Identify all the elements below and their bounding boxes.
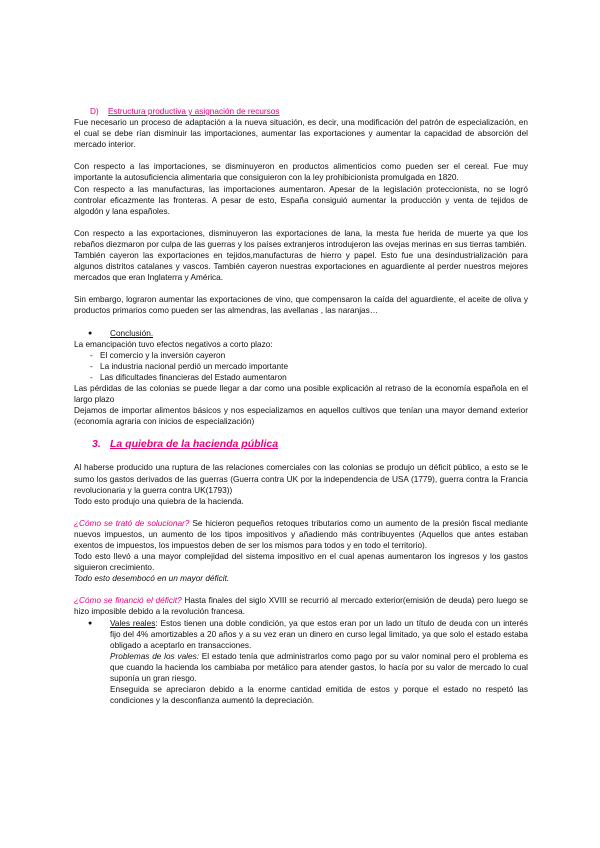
vales-label: Vales reales — [110, 618, 156, 628]
paragraph: Con respecto a las importaciones, se disminuyeron en productos alimenticios como pueden ser el cereal. Fue muy importante la autosuficiencia alimentaria que consiguieron con la ley prohibicionista promulgada en 1820. — [74, 162, 528, 183]
dash-icon: - — [90, 350, 93, 360]
paragraph: ¿Cómo se trató de solucionar? Se hicieron pequeños retoques tributarios como un aumento de la presión fiscal mediante nuevos impuestos, un aumento de los tipos impositivos y añadiendo más contribuyentes (Aquellos que antes estaban exentos de impuestos, los impuestos deben de ser los mismos para todos y en todo el territorio). — [74, 518, 528, 550]
paragraph: Enseguida se apreciaron debido a la enorme cantidad emitida de estos y porque el estado no respetó las condiciones y la desconfianza aumentó la depreciación. — [110, 685, 528, 706]
paragraph: Fue necesario un proceso de adaptación a la nueva situación, es decir, una modificación del patrón de especialización, en el cual se debe rían disminuir las importaciones, aumentar las exportaciones y aumentar la capacidad de absorción del mercado interior. — [74, 118, 528, 150]
list-item — [74, 328, 528, 339]
dash-icon: - — [90, 361, 93, 371]
bullet-icon: ● — [88, 329, 93, 337]
paragraph: Todo esto produjo una quiebra de la hacienda. — [74, 496, 244, 506]
list-item: - La industria nacional perdió un mercado importante — [90, 361, 289, 371]
section-letter: D) — [90, 107, 99, 116]
conclusion-list — [74, 328, 528, 339]
section-number: 3. — [92, 438, 101, 451]
paragraph: Con respecto a las exportaciones, disminuyeron las exportaciones de lana, la mesta fue herida de muerte ya que los rebaños diezmaron por culpa de las guerras y los países extranjeros introdujeron las ovejas merinas en sus tierras también. — [74, 228, 528, 249]
paragraph: También cayeron las exportaciones en tejidos,manufacturas de hierro y papel. Esto fue una desindustrialización para algunos distritos catalanes y vascos. También cayeron nuestras exportaciones en aguardiente al perder nuestros mejores mercados que eran Inglaterra y América. — [74, 251, 528, 283]
section-heading-d — [74, 106, 528, 117]
paragraph: Todo esto desembocó en un mayor déficit. — [74, 574, 230, 584]
bullet-icon: ● — [88, 619, 93, 627]
paragraph: Dejamos de importar alimentos básicos y nos especializamos en aquellos cultivos que tenían una mayor demand exterior (economía agraria con inicios de especialización) — [74, 406, 528, 427]
list-item: - El comercio y la inversión cayeron — [90, 350, 226, 360]
paragraph: Al haberse producido una ruptura de las relaciones comerciales con las colonias se produjo un déficit público, a esto se le sumo los gastos derivados de las guerras (Guerra contra UK por la independencia de USA (1779), guerra contra la Francia revolucionaria y la guerra contra UK(1793)) — [74, 463, 528, 495]
paragraph: ¿Cómo se financió el déficit? Hasta finales del siglo XVIII se recurrió al mercado exterior(emisión de deuda) pero luego se hizo imposible debido a la revolución francesa. — [74, 596, 528, 617]
paragraph: Sin embargo, lograron aumentar las exportaciones de vino, que compensaron la caída del aguardiente, el aceite de oliva y productos primarios como pueden ser las almendras, las avellanas , las naranjas… — [74, 295, 528, 316]
document-body — [74, 106, 528, 706]
section-title: La quiebra de la hacienda pública — [110, 438, 279, 451]
paragraph: Todo esto llevó a una mayor complejidad del sistema impositivo en el cual apenas aumentaron los ingresos y los gastos siguieron crecimiento. — [74, 552, 528, 573]
paragraph: Las pérdidas de las colonias se puede llegar a dar como una posible explicación al retraso de la economía española en el largo plazo — [74, 383, 528, 405]
list-item: ● Vales reales: Estos tienen una doble condición, ya que estos eran por un lado un título de deuda con un interés fijo del 4% amortizables a 20 años y a su vez eran un dinero en curso legal limitado, ya que solo el estado estaba obligado a aceptarlo en transacciones. Problemas de los vales: El estado tenía que administrarlos como pago por su valor nominal pero el problema es que cuando la hacienda los cambiaba por metálico para atender gastos, lo hacía por su valor de mercado lo cual suponía un gran riesgo. Enseguida se apreciaron debido a la enorme cantidad emitida de estos y porque el estado no respetó las condiciones y la desconfianza aumentó la depreciación. — [88, 618, 528, 706]
conclusion-title: Conclusión. — [110, 328, 154, 338]
effects-list — [74, 350, 528, 383]
problems-label: Problemas de los vales: — [110, 651, 199, 661]
paragraph: Con respecto a las manufacturas, las importaciones aumentaron. Apesar de la legislación proteccionista, no se logró controlar eficazmente las fronteras. A pesar de esto, España consiguió aumentar la producción y venta de tejidos de algodón y lana españoles. — [74, 184, 528, 216]
question-text: ¿Cómo se financió el déficit? — [74, 596, 182, 606]
section-heading-3 — [74, 439, 528, 450]
vales-list — [74, 618, 528, 707]
section-title: Estructura productiva y asignación de recursos — [108, 107, 280, 116]
list-item: - Las dificultades financieras del Estado aumentaron — [90, 372, 287, 382]
dash-icon: - — [90, 372, 93, 382]
question-text: ¿Cómo se trató de solucionar? — [74, 518, 190, 528]
paragraph: La emancipación tuvo efectos negativos a corto plazo: — [74, 339, 273, 349]
